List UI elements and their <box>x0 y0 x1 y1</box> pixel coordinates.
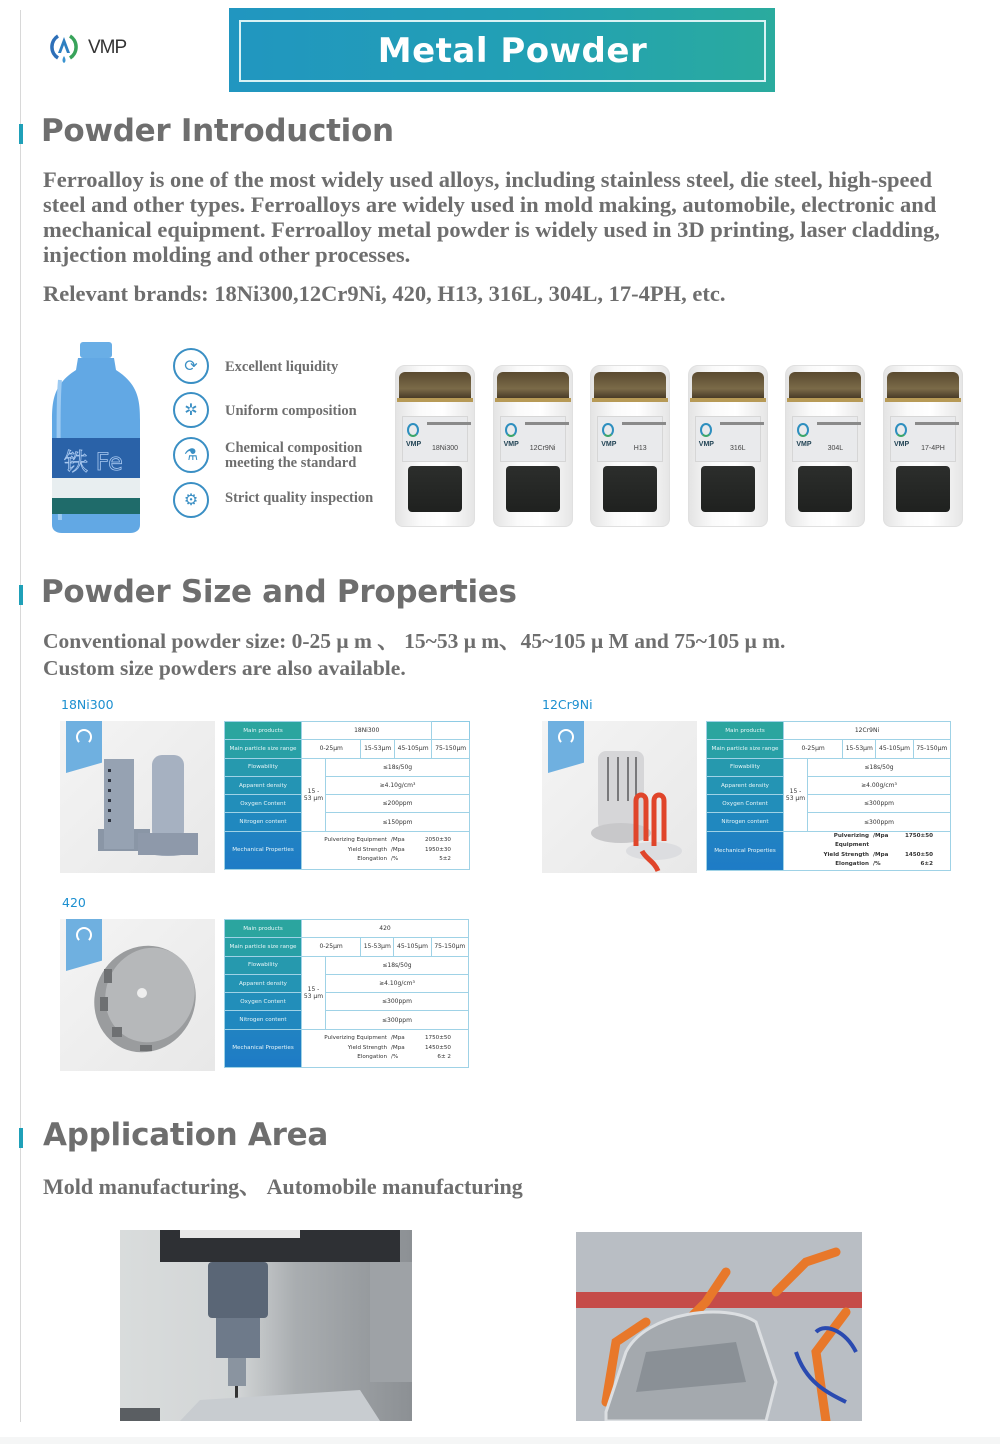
svg-text:铁 Fe: 铁 Fe <box>64 448 123 476</box>
molecule-icon: ✲ <box>173 392 209 428</box>
feature-item: ⚙ Strict quality inspection <box>173 482 209 518</box>
section-heading-size: Powder Size and Properties <box>41 574 517 610</box>
vmp-logo-icon <box>44 28 84 68</box>
lab-flask-icon: ⚗ <box>173 437 209 473</box>
product-name: 12Cr9Ni <box>542 697 593 712</box>
iron-powder-bottle-image <box>50 340 142 535</box>
automobile-assembly-robots-image <box>576 1232 862 1421</box>
cnc-milling-image <box>120 1230 412 1421</box>
relevant-brands: Relevant brands: 18Ni300,12Cr9Ni, 420, H13, 316L, 304L, 17-4PH, etc. <box>43 281 726 306</box>
powder-jar: VMP 18Ni300 <box>395 365 475 527</box>
spec-table-420: Main products 420 Main particle size range 0-25μm 15-53μm 45-105μm 75-150μm Flowability 15 - 53 μm ≤18s/50g Apparent density ≥4.10g/cm³ Oxygen Content ≤300ppm Nitrogen content ≤300ppm Mechanical Properties Pulverizing Equipment /Mpa 1750±50 Yield Strength /Mpa 1450±50 Elongation /% 6± 2 <box>224 919 469 1068</box>
logo-text: VMP <box>88 37 127 58</box>
powder-jar: VMP 12Cr9Ni <box>493 365 573 527</box>
feature-item: ⚗ Chemical composition meeting the standard <box>173 437 209 473</box>
spec-table-12cr9ni: Main products 12Cr9Ni Main particle size range 0-25μm 15-53μm 45-105μm 75-150μm Flowability 15 - 53 μm ≤18s/50g Apparent density ≥4.00g/cm³ Oxygen Content ≤300ppm Nitrogen content ≤300ppm Mechanical Properties Pulverizing Equipment /Mpa 1750±50 Yield Strength /Mpa 1450±50 Elongation /% 6±2 <box>706 721 951 871</box>
intro-paragraph: Ferroalloy is one of the most widely used alloys, including stainless steel, die steel, high-speed steel and other types. Ferroalloys are widely used in mold making, automobile, electronic and mechanical equipment. Ferroalloy metal powder is widely used in 3D printing, laser cladding, injection molding and other processes. <box>43 167 940 267</box>
page-title: Metal Powder <box>377 31 648 71</box>
section-heading-intro: Powder Introduction <box>41 113 394 149</box>
powder-size-text: Conventional powder size: 0-25 μ m 、 15~53 μ m、45~105 μ M and 75~105 μ m. Custom size powders are also available. <box>43 629 786 680</box>
feature-item: ⟳ Excellent liquidity <box>173 348 209 384</box>
powder-jar: VMP H13 <box>590 365 670 527</box>
gear-inspection-icon: ⚙ <box>173 482 209 518</box>
feature-item: ✲ Uniform composition <box>173 392 209 428</box>
application-areas: Mold manufacturing、 Automobile manufacturing <box>43 1174 523 1199</box>
section-marker <box>19 124 23 144</box>
page-bottom-strip <box>0 1437 1000 1444</box>
vmp-logo <box>44 28 126 68</box>
section-heading-application: Application Area <box>43 1117 328 1153</box>
section-marker <box>19 585 23 605</box>
product-image-12cr9ni <box>542 721 697 873</box>
powder-jars <box>395 365 963 530</box>
section-marker <box>19 1128 23 1148</box>
powder-jar: VMP 316L <box>688 365 768 527</box>
product-image-420 <box>60 919 215 1071</box>
spec-table-18ni300: Main products 18Ni300 Main particle size range 0-25μm 15-53μm 45-105μm 75-150μm Flowability 15 - 53 μm ≤18s/50g Apparent density ≥4.10g/cm³ Oxygen Content ≤200ppm Nitrogen content ≤150ppm Mechanical Properties Pulverizing Equipment /Mpa 2050±30 Yield Strength /Mpa 1950±30 Elongation /% 5±2 <box>224 721 470 870</box>
liquidity-icon: ⟳ <box>173 348 209 384</box>
title-banner <box>229 8 775 92</box>
page-left-rule <box>20 10 21 1422</box>
product-name: 420 <box>62 895 86 910</box>
powder-jar: VMP 17-4PH <box>883 365 963 527</box>
product-name: 18Ni300 <box>61 697 114 712</box>
product-image-18ni300 <box>60 721 215 873</box>
powder-jar: VMP 304L <box>785 365 865 527</box>
